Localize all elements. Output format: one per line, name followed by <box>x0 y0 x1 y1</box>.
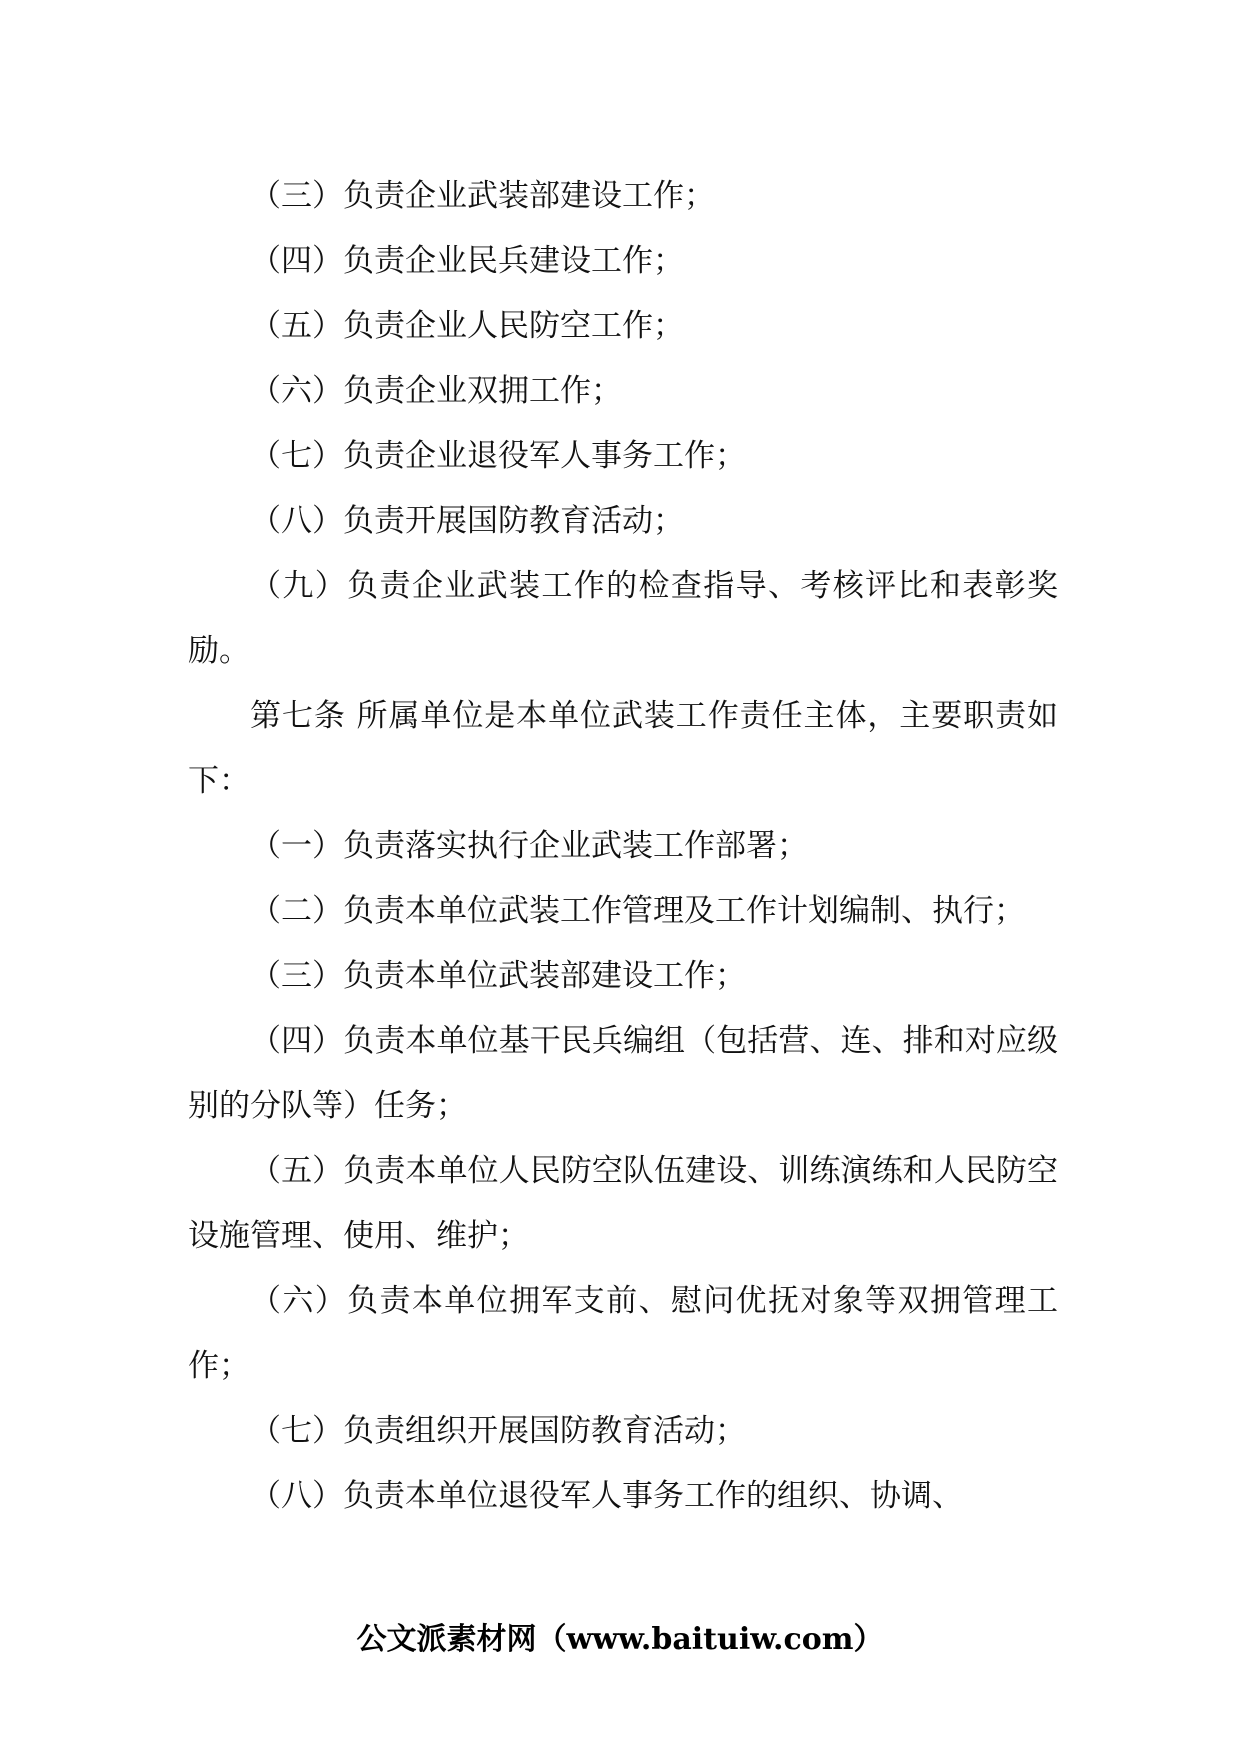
paragraph: （三）负责本单位武装部建设工作； <box>250 958 746 994</box>
paragraph: （八）负责本单位退役军人事务工作的组织、协调、 <box>250 1478 963 1514</box>
paragraph: （七）负责组织开展国防教育活动； <box>250 1413 746 1449</box>
paragraph: （五）负责企业人民防空工作； <box>250 308 684 344</box>
paragraph: （一）负责落实执行企业武装工作部署； <box>250 828 808 864</box>
page-footer-watermark: 公文派素材网（www.baituiw.com） <box>356 1622 884 1657</box>
paragraph: （五）负责本单位人民防空队伍建设、训练演练和人民防空设施管理、使用、维护； <box>188 1153 1058 1254</box>
document-body <box>188 164 1058 1529</box>
paragraph: （六）负责本单位拥军支前、慰问优抚对象等双拥管理工作； <box>188 1283 1058 1384</box>
paragraph: （三）负责企业武装部建设工作； <box>250 178 715 214</box>
article-heading-paragraph: 第七条 所属单位是本单位武装工作责任主体，主要职责如下： <box>188 698 1058 799</box>
paragraph: （九）负责企业武装工作的检查指导、考核评比和表彰奖励。 <box>188 568 1058 669</box>
paragraph: （七）负责企业退役军人事务工作； <box>250 438 746 474</box>
paragraph: （八）负责开展国防教育活动； <box>250 503 684 539</box>
paragraph: （六）负责企业双拥工作； <box>250 373 622 409</box>
paragraph: （四）负责企业民兵建设工作； <box>250 243 684 279</box>
paragraph: （四）负责本单位基干民兵编组（包括营、连、排和对应级别的分队等）任务； <box>188 1023 1058 1124</box>
paragraph: （二）负责本单位武装工作管理及工作计划编制、执行； <box>250 893 1025 929</box>
